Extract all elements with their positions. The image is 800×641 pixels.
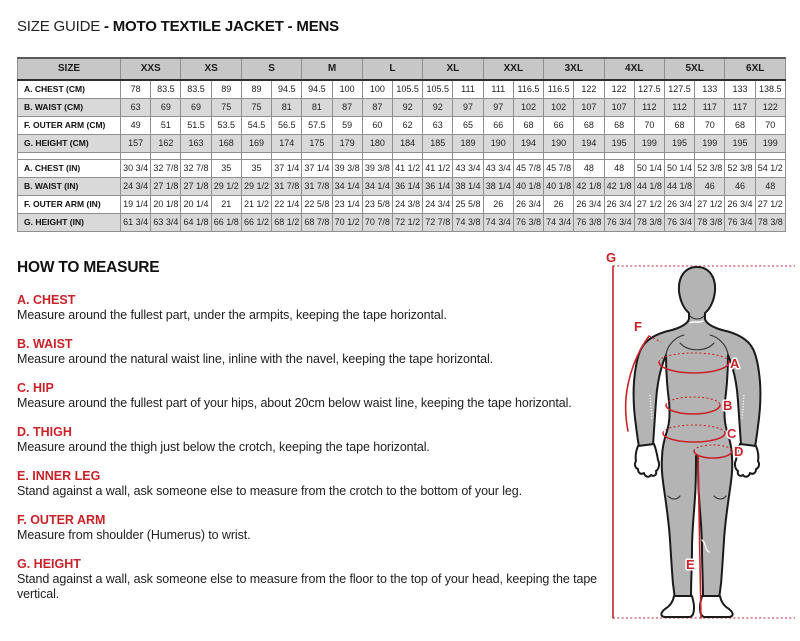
measure-item (17, 293, 617, 323)
size-value-cell: 64 1/8 (181, 213, 211, 231)
size-column-header: SIZE (18, 58, 121, 80)
measure-item-label: C. HIP (17, 381, 54, 395)
size-value-cell: 92 (392, 98, 422, 116)
size-value-cell: 76 3/8 (513, 213, 543, 231)
how-to-measure-section (17, 259, 617, 616)
size-value-cell: 107 (574, 98, 604, 116)
size-value-cell: 57.5 (302, 116, 332, 134)
size-value-cell: 199 (755, 134, 785, 152)
size-value-cell: 69 (181, 98, 211, 116)
size-header-xxs: XXS (121, 58, 181, 80)
measurement-figure-diagram (598, 250, 800, 632)
size-value-cell: 65 (453, 116, 483, 134)
size-value-cell: 27 1/8 (151, 177, 181, 195)
size-value-cell: 190 (544, 134, 574, 152)
size-value-cell: 27 1/2 (695, 195, 725, 213)
right-foot (700, 596, 733, 617)
size-value-cell: 46 (695, 177, 725, 195)
size-value-cell: 36 1/4 (423, 177, 453, 195)
row-label: A. CHEST (CM) (18, 80, 121, 98)
measure-items-list (17, 293, 617, 602)
size-value-cell: 50 1/4 (664, 159, 694, 177)
size-value-cell: 72 7/8 (423, 213, 453, 231)
size-value-cell: 72 1/2 (392, 213, 422, 231)
size-value-cell: 31 7/8 (302, 177, 332, 195)
size-value-cell: 94.5 (302, 80, 332, 98)
measure-item (17, 557, 617, 602)
size-value-cell: 46 (725, 177, 755, 195)
size-value-cell: 89 (211, 80, 241, 98)
measure-item-label: G. HEIGHT (17, 557, 81, 571)
figure-label-f: F (634, 319, 642, 334)
size-value-cell: 29 1/2 (241, 177, 271, 195)
size-value-cell: 34 1/4 (332, 177, 362, 195)
size-value-cell: 117 (725, 98, 755, 116)
size-value-cell: 30 3/4 (121, 159, 151, 177)
left-foot (661, 596, 694, 617)
measure-item-text: Measure from shoulder (Humerus) to wrist. (17, 528, 251, 542)
size-value-cell: 25 5/8 (453, 195, 483, 213)
size-header-xl: XL (423, 58, 483, 80)
size-value-cell: 54 1/2 (755, 159, 785, 177)
size-value-cell: 162 (151, 134, 181, 152)
size-value-cell: 39 3/8 (362, 159, 392, 177)
size-value-cell: 20 1/8 (151, 195, 181, 213)
page-title (17, 18, 339, 35)
size-value-cell: 112 (664, 98, 694, 116)
size-value-cell: 199 (634, 134, 664, 152)
figure-label-a: A (730, 356, 740, 371)
size-value-cell: 116.5 (544, 80, 574, 98)
size-value-cell: 34 1/4 (362, 177, 392, 195)
size-value-cell: 48 (604, 159, 634, 177)
size-value-cell: 40 1/8 (544, 177, 574, 195)
size-value-cell: 35 (211, 159, 241, 177)
size-value-cell: 76 3/4 (664, 213, 694, 231)
table-spacer-row (18, 152, 786, 159)
size-value-cell: 24 3/4 (121, 177, 151, 195)
size-value-cell: 26 3/4 (664, 195, 694, 213)
size-value-cell: 39 3/8 (332, 159, 362, 177)
size-value-cell: 195 (725, 134, 755, 152)
size-value-cell: 44 1/8 (664, 177, 694, 195)
size-value-cell: 56.5 (272, 116, 302, 134)
size-value-cell: 189 (453, 134, 483, 152)
size-header-row (18, 58, 786, 80)
size-value-cell: 63 (121, 98, 151, 116)
size-value-cell: 117 (695, 98, 725, 116)
size-header-s: S (241, 58, 301, 80)
figure-label-e: E (686, 557, 695, 572)
size-value-cell: 38 1/4 (483, 177, 513, 195)
size-value-cell: 83.5 (181, 80, 211, 98)
size-value-cell: 54.5 (241, 116, 271, 134)
size-value-cell: 74 3/4 (483, 213, 513, 231)
size-header-xxl: XXL (483, 58, 543, 80)
size-value-cell: 59 (332, 116, 362, 134)
row-label: B. WAIST (IN) (18, 177, 121, 195)
size-value-cell: 83.5 (151, 80, 181, 98)
size-value-cell: 35 (241, 159, 271, 177)
size-value-cell: 63 3/4 (151, 213, 181, 231)
figure-label-g: G (606, 250, 617, 265)
size-value-cell: 27 1/2 (634, 195, 664, 213)
size-value-cell: 199 (695, 134, 725, 152)
size-header-5xl: 5XL (664, 58, 724, 80)
size-value-cell: 70 1/2 (332, 213, 362, 231)
size-value-cell: 70 7/8 (362, 213, 392, 231)
size-value-cell: 44 1/8 (634, 177, 664, 195)
size-value-cell: 61 3/4 (121, 213, 151, 231)
size-value-cell: 74 3/8 (453, 213, 483, 231)
size-value-cell: 37 1/4 (302, 159, 332, 177)
size-value-cell: 92 (423, 98, 453, 116)
size-value-cell: 78 3/8 (755, 213, 785, 231)
measure-item-label: E. INNER LEG (17, 469, 101, 483)
size-value-cell: 180 (362, 134, 392, 152)
size-value-cell: 26 3/4 (725, 195, 755, 213)
size-header-4xl: 4XL (604, 58, 664, 80)
size-value-cell: 100 (332, 80, 362, 98)
size-value-cell: 175 (302, 134, 332, 152)
measure-item-label: B. WAIST (17, 337, 73, 351)
measure-item-label: D. THIGH (17, 425, 72, 439)
size-value-cell: 45 7/8 (544, 159, 574, 177)
table-row (18, 80, 786, 98)
row-label: F. OUTER ARM (IN) (18, 195, 121, 213)
size-header-xs: XS (181, 58, 241, 80)
size-value-cell: 107 (604, 98, 634, 116)
measure-item (17, 469, 617, 499)
size-header-l: L (362, 58, 422, 80)
size-value-cell: 53.5 (211, 116, 241, 134)
table-row (18, 195, 786, 213)
table-row (18, 98, 786, 116)
size-value-cell: 26 3/4 (513, 195, 543, 213)
measure-item-text: Measure around the fullest part, under the armpits, keeping the tape horizontal. (17, 308, 447, 322)
size-value-cell: 157 (121, 134, 151, 152)
size-value-cell: 76 3/8 (574, 213, 604, 231)
size-value-cell: 29 1/2 (211, 177, 241, 195)
size-value-cell: 112 (634, 98, 664, 116)
size-value-cell: 27 1/2 (755, 195, 785, 213)
size-value-cell: 21 1/2 (241, 195, 271, 213)
table-row (18, 159, 786, 177)
size-value-cell: 68 1/2 (272, 213, 302, 231)
size-value-cell: 127.5 (664, 80, 694, 98)
size-value-cell: 122 (604, 80, 634, 98)
size-value-cell: 87 (332, 98, 362, 116)
size-header-m: M (302, 58, 362, 80)
size-value-cell: 76 3/4 (725, 213, 755, 231)
row-label: A. CHEST (IN) (18, 159, 121, 177)
size-value-cell: 20 1/4 (181, 195, 211, 213)
size-value-cell: 49 (121, 116, 151, 134)
size-value-cell: 23 1/4 (332, 195, 362, 213)
size-value-cell: 21 (211, 195, 241, 213)
size-value-cell: 195 (604, 134, 634, 152)
figure-label-b: B (723, 398, 733, 413)
size-value-cell: 60 (362, 116, 392, 134)
size-value-cell: 19 1/4 (121, 195, 151, 213)
body-silhouette (634, 267, 761, 597)
left-hand (635, 444, 659, 477)
size-value-cell: 26 3/4 (574, 195, 604, 213)
size-value-cell: 51.5 (181, 116, 211, 134)
size-value-cell: 62 (392, 116, 422, 134)
table-row (18, 213, 786, 231)
size-value-cell: 100 (362, 80, 392, 98)
size-value-cell: 122 (574, 80, 604, 98)
size-value-cell: 68 (664, 116, 694, 134)
size-value-cell: 43 3/4 (453, 159, 483, 177)
size-value-cell: 81 (272, 98, 302, 116)
size-value-cell: 194 (513, 134, 543, 152)
size-value-cell: 22 1/4 (272, 195, 302, 213)
size-value-cell: 75 (241, 98, 271, 116)
measure-item-text: Measure around the fullest part of your hips, about 20cm below waist line, keeping the tape horizontal. (17, 396, 572, 410)
row-label: G. HEIGHT (IN) (18, 213, 121, 231)
measure-item (17, 425, 617, 455)
size-value-cell: 24 3/8 (392, 195, 422, 213)
size-value-cell: 102 (544, 98, 574, 116)
size-value-cell: 194 (574, 134, 604, 152)
row-label: F. OUTER ARM (CM) (18, 116, 121, 134)
figure-label-c: C (727, 426, 737, 441)
size-value-cell: 76 3/4 (604, 213, 634, 231)
size-value-cell: 185 (423, 134, 453, 152)
size-value-cell: 69 (151, 98, 181, 116)
size-value-cell: 81 (302, 98, 332, 116)
size-value-cell: 163 (181, 134, 211, 152)
table-row (18, 177, 786, 195)
measure-item-text: Measure around the natural waist line, inline with the navel, keeping the tape horizontal. (17, 352, 494, 366)
size-value-cell: 78 3/8 (634, 213, 664, 231)
measure-item-text: Measure around the thigh just below the crotch, keeping the tape horizontal. (17, 440, 430, 454)
size-value-cell: 78 (121, 80, 151, 98)
size-value-cell: 190 (483, 134, 513, 152)
size-value-cell: 138.5 (755, 80, 785, 98)
size-value-cell: 68 (574, 116, 604, 134)
size-value-cell: 174 (272, 134, 302, 152)
measure-item-text: Stand against a wall, ask someone else to measure from the crotch to the bottom of your leg. (17, 484, 522, 498)
size-value-cell: 94.5 (272, 80, 302, 98)
size-value-cell: 42 1/8 (574, 177, 604, 195)
size-value-cell: 45 7/8 (513, 159, 543, 177)
size-value-cell: 116.5 (513, 80, 543, 98)
size-value-cell: 102 (513, 98, 543, 116)
size-value-cell: 41 1/2 (392, 159, 422, 177)
size-value-cell: 184 (392, 134, 422, 152)
size-value-cell: 26 3/4 (604, 195, 634, 213)
size-value-cell: 195 (664, 134, 694, 152)
size-value-cell: 133 (695, 80, 725, 98)
size-value-cell: 51 (151, 116, 181, 134)
size-value-cell: 31 7/8 (272, 177, 302, 195)
size-value-cell: 36 1/4 (392, 177, 422, 195)
size-value-cell: 26 (483, 195, 513, 213)
size-value-cell: 32 7/8 (181, 159, 211, 177)
size-value-cell: 52 3/8 (725, 159, 755, 177)
measure-item (17, 337, 617, 367)
size-value-cell: 68 (604, 116, 634, 134)
size-value-cell: 66 1/2 (241, 213, 271, 231)
size-value-cell: 97 (453, 98, 483, 116)
size-value-cell: 70 (634, 116, 664, 134)
page-title-bold: - MOTO TEXTILE JACKET - MENS (103, 18, 339, 35)
size-value-cell: 37 1/4 (272, 159, 302, 177)
size-value-cell: 42 1/8 (604, 177, 634, 195)
size-value-cell: 43 3/4 (483, 159, 513, 177)
size-value-cell: 66 (544, 116, 574, 134)
size-value-cell: 87 (362, 98, 392, 116)
size-value-cell: 169 (241, 134, 271, 152)
size-value-cell: 48 (574, 159, 604, 177)
size-value-cell: 111 (453, 80, 483, 98)
size-value-cell: 68 7/8 (302, 213, 332, 231)
size-value-cell: 75 (211, 98, 241, 116)
size-value-cell: 63 (423, 116, 453, 134)
size-value-cell: 24 3/4 (423, 195, 453, 213)
measure-item (17, 513, 617, 543)
size-header-3xl: 3XL (544, 58, 604, 80)
size-value-cell: 89 (241, 80, 271, 98)
size-value-cell: 50 1/4 (634, 159, 664, 177)
size-value-cell: 22 5/8 (302, 195, 332, 213)
size-table (17, 57, 786, 232)
size-value-cell: 66 1/8 (211, 213, 241, 231)
size-value-cell: 27 1/8 (181, 177, 211, 195)
size-value-cell: 70 (695, 116, 725, 134)
row-label: B. WAIST (CM) (18, 98, 121, 116)
size-value-cell: 74 3/4 (544, 213, 574, 231)
size-value-cell: 111 (483, 80, 513, 98)
size-value-cell: 127.5 (634, 80, 664, 98)
size-value-cell: 70 (755, 116, 785, 134)
size-header-6xl: 6XL (725, 58, 786, 80)
measure-item-label: A. CHEST (17, 293, 76, 307)
size-value-cell: 68 (725, 116, 755, 134)
page-title-light: SIZE GUIDE (17, 18, 101, 35)
table-row (18, 134, 786, 152)
size-value-cell: 133 (725, 80, 755, 98)
row-label: G. HEIGHT (CM) (18, 134, 121, 152)
size-value-cell: 23 5/8 (362, 195, 392, 213)
table-row (18, 116, 786, 134)
measure-item-label: F. OUTER ARM (17, 513, 106, 527)
size-value-cell: 38 1/4 (453, 177, 483, 195)
size-value-cell: 168 (211, 134, 241, 152)
size-value-cell: 78 3/8 (695, 213, 725, 231)
size-value-cell: 105.5 (392, 80, 422, 98)
size-value-cell: 52 3/8 (695, 159, 725, 177)
size-value-cell: 179 (332, 134, 362, 152)
size-value-cell: 26 (544, 195, 574, 213)
size-value-cell: 32 7/8 (151, 159, 181, 177)
size-value-cell: 41 1/2 (423, 159, 453, 177)
figure-label-d: D (734, 444, 744, 459)
how-to-measure-heading: HOW TO MEASURE (17, 259, 160, 276)
size-value-cell: 40 1/8 (513, 177, 543, 195)
size-value-cell: 66 (483, 116, 513, 134)
size-value-cell: 97 (483, 98, 513, 116)
measure-item (17, 381, 617, 411)
size-value-cell: 105.5 (423, 80, 453, 98)
size-value-cell: 68 (513, 116, 543, 134)
measure-item-text: Stand against a wall, ask someone else to measure from the floor to the top of your head, keeping the tape vertical. (17, 572, 598, 601)
size-value-cell: 122 (755, 98, 785, 116)
size-value-cell: 48 (755, 177, 785, 195)
